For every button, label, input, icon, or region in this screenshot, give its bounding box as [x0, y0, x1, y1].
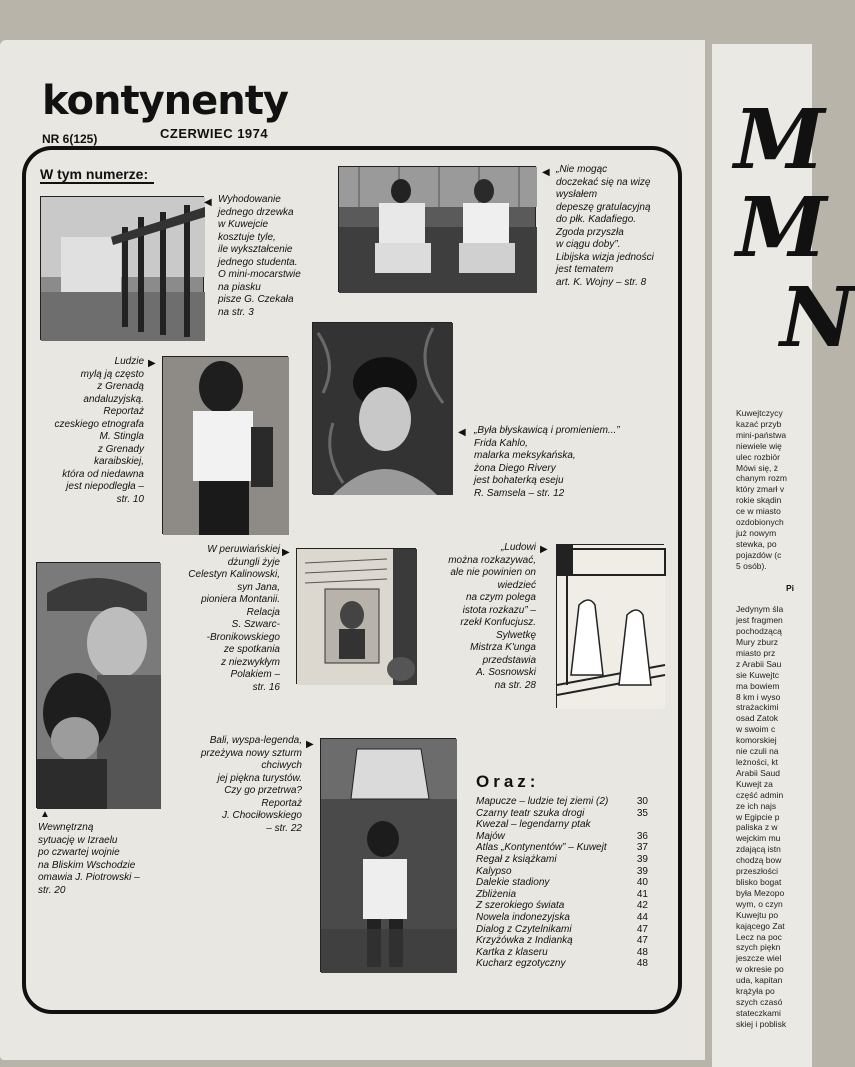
caption-line: ale nie powinien on [450, 567, 536, 578]
oraz-item-page: 47 [636, 935, 648, 947]
arrow-kahlo: ◀ [458, 427, 466, 438]
issue-date: CZERWIEC 1974 [160, 126, 269, 141]
caption-line: depeszę gratulacyjną [556, 201, 651, 213]
caption-bali [170, 735, 302, 835]
photo-konfucjusz-drawing [556, 544, 664, 708]
caption-line: Czy go przetrwa? [224, 785, 302, 796]
right-page-text-line: rokie skądin [736, 495, 782, 506]
oraz-item-label: Z szerokiego świata [476, 900, 565, 912]
caption-line: Wyhodowanie [218, 194, 281, 205]
caption-line: po czwartej wojnie [38, 847, 120, 858]
drawing-illustration [557, 545, 665, 709]
building-illustration [41, 197, 205, 341]
right-page-text-line: miasto prz [736, 647, 776, 658]
caption-line: przedstawia [482, 654, 536, 666]
right-page-text-line [736, 593, 800, 604]
caption-line: mylą ją często [80, 368, 144, 380]
oraz-item-page: 37 [636, 842, 648, 854]
oraz-item-page: 48 [636, 946, 648, 958]
caption-line: Sylwetkę [495, 629, 536, 641]
caption-kahlo [474, 425, 684, 500]
oraz-item-label: Dalekie stadiony [476, 877, 550, 889]
caption-line: chciwych [261, 760, 302, 771]
photo-grenada-boy [162, 356, 288, 534]
caption-line: andaluzyjską. [83, 393, 144, 405]
oraz-item-label: Nowela indonezyjska [476, 911, 570, 923]
oraz-item-label: Kwezal – legendarny ptak [476, 819, 591, 831]
right-page-text-line: Kuwejtu po [736, 909, 779, 920]
oraz-item-label: Dialog z Czytelnikami [476, 923, 572, 935]
oraz-item-page: 39 [636, 853, 648, 865]
right-page-text-line: który zmarł v [736, 484, 785, 495]
caption-line: dżungli żyje [227, 556, 280, 568]
right-page-text-line: kazać przyb [736, 418, 782, 429]
right-page-text-line: Arabii Saud [736, 767, 780, 778]
right-page-text-line: paliska z w [736, 822, 778, 833]
right-page-text-line: Jedynym śla [736, 604, 784, 615]
oraz-item-page: 40 [636, 877, 648, 889]
caption-line: z Grenadą [97, 381, 144, 392]
oraz-item [476, 866, 648, 878]
caption-izrael [38, 822, 178, 897]
caption-line: na czym polega [465, 592, 536, 603]
arrow-izrael: ▲ [40, 809, 50, 820]
right-page-text-line: ma bowiem [736, 680, 780, 691]
caption-line: Frida Kahlo, [474, 437, 528, 449]
caption-line: Zgoda przyszła [556, 226, 624, 238]
right-page-text-line: komorskiej [736, 735, 777, 746]
right-page-text-line: pojazdów (c [736, 549, 782, 560]
right-page-text-line: była Mezopo [736, 887, 785, 898]
caption-line: Reportaż [103, 406, 144, 417]
oraz-item [476, 854, 648, 866]
arrow-libia: ◀ [542, 167, 550, 178]
caption-line: „Była błyskawicą i promieniem...” [474, 425, 620, 436]
right-page-text-line: w Egipcie p [736, 811, 780, 822]
oraz-item [476, 808, 648, 820]
right-page-text-line: wym, o czyn [736, 898, 783, 909]
right-page-text-line: Mówi się, ż [736, 462, 779, 473]
oraz-item-label: Zbliżenia [476, 888, 517, 900]
caption-line: ze spotkania [223, 644, 280, 655]
caption-line: jednego studenta. [218, 256, 298, 268]
right-page-text-line: osad Zatok [736, 713, 779, 724]
oraz-item-label: Krzyżówka z Indianką [476, 935, 573, 947]
caption-line: czeskiego etnografa [54, 418, 144, 430]
oraz-item [476, 935, 648, 947]
oraz-item-page: 47 [636, 923, 648, 935]
right-page-text-line: jeszcze wiel [736, 953, 782, 964]
right-page-text-line: krążyła po [736, 986, 775, 997]
right-page-text-line: sie Kuwejtc [736, 669, 779, 680]
caption-line: Polakiem – [230, 669, 280, 680]
caption-line: Celestyn Kalinowski, [188, 569, 280, 580]
right-page-text-line: mini-państwa [736, 429, 787, 440]
oraz-title: Oraz: [476, 772, 540, 791]
caption-line: O mini-mocarstwie [218, 269, 301, 280]
caption-line: pisze G. Czekała [218, 294, 294, 305]
caption-line: A. Sosnowski [475, 667, 536, 678]
oraz-item [476, 900, 648, 912]
right-page-text-line: chanym rozm [736, 473, 788, 484]
right-page-text-line: blisko bogat [736, 876, 782, 887]
toc-heading: W tym numerze: [40, 166, 154, 184]
right-page-text [736, 408, 800, 1030]
oraz-item [476, 877, 648, 889]
right-page-text-line: kającego Zat [736, 920, 785, 931]
caption-line: Wewnętrzną [38, 822, 94, 833]
right-page-text-line: część admin [736, 789, 784, 800]
caption-line: istota rozkazu” – [462, 604, 536, 616]
right-page-text-line: w okresie po [736, 964, 784, 975]
oraz-item-label: Mapucze – ludzie tej ziemi (2) [476, 796, 609, 807]
right-page-text-line: z Arabii Sau [736, 658, 782, 669]
oraz-item-label: Kartka z klaseru [476, 946, 548, 958]
right-page-text-line: uda, kapitan [736, 975, 783, 986]
caption-line: str. 20 [38, 884, 66, 896]
right-page-text-line: jest fragmen [736, 615, 783, 626]
caption-line: omawia J. Piotrowski – [38, 872, 140, 883]
oraz-item [476, 947, 648, 959]
caption-line: J. Chociłowskiego [221, 810, 302, 821]
caption-line: jest tematem [556, 264, 614, 275]
right-page-text-line: już nowym [736, 527, 777, 538]
oraz-item [476, 889, 648, 901]
caption-line: wiedzieć [497, 579, 536, 591]
caption-line: M. Stingla [99, 431, 144, 442]
right-page-text-line: Kuwejtczycy [736, 408, 783, 418]
right-page-text-line: chodzą bow [736, 855, 782, 866]
caption-line: z Grenady [97, 443, 144, 455]
caption-line: „Nie mogąc [556, 164, 608, 175]
photo-peru-document [296, 548, 416, 684]
caption-line: jednego drzewka [218, 206, 294, 218]
arrow-kuwejt: ◀ [204, 197, 212, 208]
caption-line: Ludzie [114, 356, 144, 367]
caption-peru [150, 544, 280, 694]
oraz-item [476, 819, 648, 831]
caption-line: art. K. Wojny – str. 8 [556, 276, 647, 288]
right-page-initial-2: M [736, 180, 827, 276]
caption-line: na piasku [218, 281, 261, 293]
caption-line: przeżywa nowy szturm [200, 747, 302, 759]
oraz-item-page: 44 [636, 911, 648, 923]
masthead-logo: kontynenty [42, 78, 288, 124]
photo-kuwait-building [40, 196, 204, 340]
arrow-bali: ▶ [306, 739, 314, 750]
oraz-item-page: 35 [636, 807, 648, 819]
right-page-text-line: w swoim c [736, 724, 776, 735]
men-illustration [37, 563, 161, 809]
oraz-item-page: 48 [636, 958, 648, 970]
oraz-item [476, 912, 648, 924]
right-page-text-line: ze ich najs [736, 800, 777, 811]
oraz-item [476, 842, 648, 854]
right-page-text-line: zdającą istn [736, 844, 781, 855]
caption-grenada [34, 356, 144, 506]
right-page-text-line: pochodzącą [736, 626, 782, 637]
caption-line: w Kuwejcie [218, 219, 269, 230]
oraz-item-page: 30 [636, 796, 648, 807]
right-page-text-line: przeszłości [736, 866, 779, 877]
right-page-text-line: szych piękn [736, 942, 781, 953]
right-page-text-line: nie czuli na [736, 746, 779, 757]
arrow-peru: ▶ [282, 547, 290, 558]
oraz-item [476, 831, 648, 843]
caption-line: z niezwykłym [221, 656, 280, 668]
right-page-initial-1: M [734, 92, 825, 188]
caption-line: Libijska wizja jedności [556, 251, 654, 263]
caption-line: jest bohaterką eseju [474, 475, 564, 486]
oraz-item-label: Atlas „Kontynentów” – Kuwejt [476, 842, 607, 854]
arrow-grenada: ▶ [148, 358, 156, 369]
caption-line: Bali, wyspa-legenda, [209, 735, 302, 746]
right-page-text-line: Kuwejt za [736, 778, 773, 789]
oraz-item-label: Majów [476, 830, 505, 842]
caption-line: doczekać się na wizę [556, 176, 651, 188]
caption-line: syn Jana, [237, 581, 280, 593]
right-page-text-line: wejckim mu [736, 833, 781, 844]
caption-line: malarka meksykańska, [474, 450, 576, 461]
right-page-subheading: Pi [786, 583, 795, 593]
photo-libya-meeting [338, 166, 536, 292]
right-page-text-line: ulec rozbiór [736, 451, 780, 462]
right-page-text-line [736, 572, 800, 583]
oraz-list [476, 796, 648, 970]
right-page-text-line: strażackimi [736, 702, 779, 713]
right-page-text-line: 5 osób). [736, 560, 767, 571]
portrait-illustration [313, 323, 453, 495]
caption-line: Mistrza K'unga [470, 642, 536, 653]
caption-line: na Bliskim Wschodzie [38, 859, 136, 871]
oraz-item [476, 796, 648, 808]
meeting-illustration [339, 167, 537, 293]
oraz-item-label: Kalypso [476, 865, 512, 877]
caption-line: na str. 28 [494, 679, 536, 691]
caption-line: która od niedawna [62, 468, 144, 480]
oraz-item-page: 36 [636, 830, 648, 842]
oraz-item-page: 39 [636, 865, 648, 877]
caption-line: na str. 3 [218, 306, 254, 318]
right-page-text-line: ozdobionych [736, 517, 784, 528]
caption-line: rzekł Konfucjusz. [460, 617, 536, 628]
caption-line: – str. 22 [266, 822, 302, 834]
right-page-text-line: Lecz na poc [736, 931, 782, 942]
oraz-item-label: Kucharz egzotyczny [476, 958, 566, 970]
caption-line: -Bronikowskiego [206, 631, 280, 643]
right-page-text-line: szych czasó [736, 996, 783, 1007]
right-page-text-line: Mury zburz [736, 637, 779, 648]
caption-line: W peruwiańskiej [207, 544, 280, 555]
boy-illustration [163, 357, 289, 535]
document-illustration [297, 549, 417, 685]
photo-bali-girl [320, 738, 456, 972]
caption-line: str. 16 [252, 681, 280, 693]
caption-line: żona Diego Rivery [474, 462, 556, 474]
caption-line: jej piękna turystów. [217, 772, 302, 784]
right-page-text-line: ce w miasto [736, 506, 781, 517]
caption-line: Relacja [246, 606, 280, 618]
photo-izrael-men [36, 562, 160, 808]
issue-number: NR 6(125) [42, 132, 98, 146]
oraz-item-page: 41 [636, 888, 648, 900]
oraz-item [476, 958, 648, 970]
caption-line: sytuację w Izraelu [38, 834, 118, 846]
right-page-text-line: 8 km i wyso [736, 691, 781, 702]
photo-frida-kahlo [312, 322, 452, 494]
caption-line: ile wykształcenie [218, 244, 293, 255]
right-page-text-line: niewiele wię [736, 440, 782, 451]
caption-line: wysłałem [556, 189, 598, 200]
caption-line: R. Samsela – str. 12 [474, 487, 565, 499]
caption-line: w ciągu doby”. [556, 239, 621, 250]
oraz-item-page: 42 [636, 900, 648, 912]
bali-illustration [321, 739, 457, 973]
caption-konfucjusz [420, 542, 536, 692]
right-page-text-line: stewka, po [736, 538, 777, 549]
caption-line: str. 10 [116, 493, 144, 505]
caption-libia [556, 164, 680, 289]
caption-line: „Ludowi [500, 542, 536, 553]
caption-line: jest niepodległa – [66, 481, 144, 492]
right-page-text-line: skiej i poblisk [736, 1018, 787, 1029]
caption-line: pioniera Montanii. [201, 594, 280, 605]
oraz-item-label: Regał z książkami [476, 853, 557, 865]
right-page-initial-3: N [780, 270, 855, 366]
arrow-konfucjusz: ▶ [540, 544, 548, 555]
caption-line: można rozkazywać, [448, 554, 536, 566]
caption-kuwejt [218, 194, 338, 319]
caption-line: S. Szwarc- [231, 619, 280, 630]
caption-line: kosztuje tyle, [218, 231, 276, 243]
oraz-item [476, 924, 648, 936]
caption-line: karaibskiej, [93, 456, 144, 467]
oraz-item-label: Czarny teatr szuka drogi [476, 807, 585, 819]
right-page-text-line: stateczkami [736, 1007, 781, 1018]
caption-line: do płk. Kadafiego. [556, 214, 637, 225]
right-page-text-line: leżności, kt [736, 757, 779, 767]
caption-line: Reportaż [261, 797, 302, 809]
